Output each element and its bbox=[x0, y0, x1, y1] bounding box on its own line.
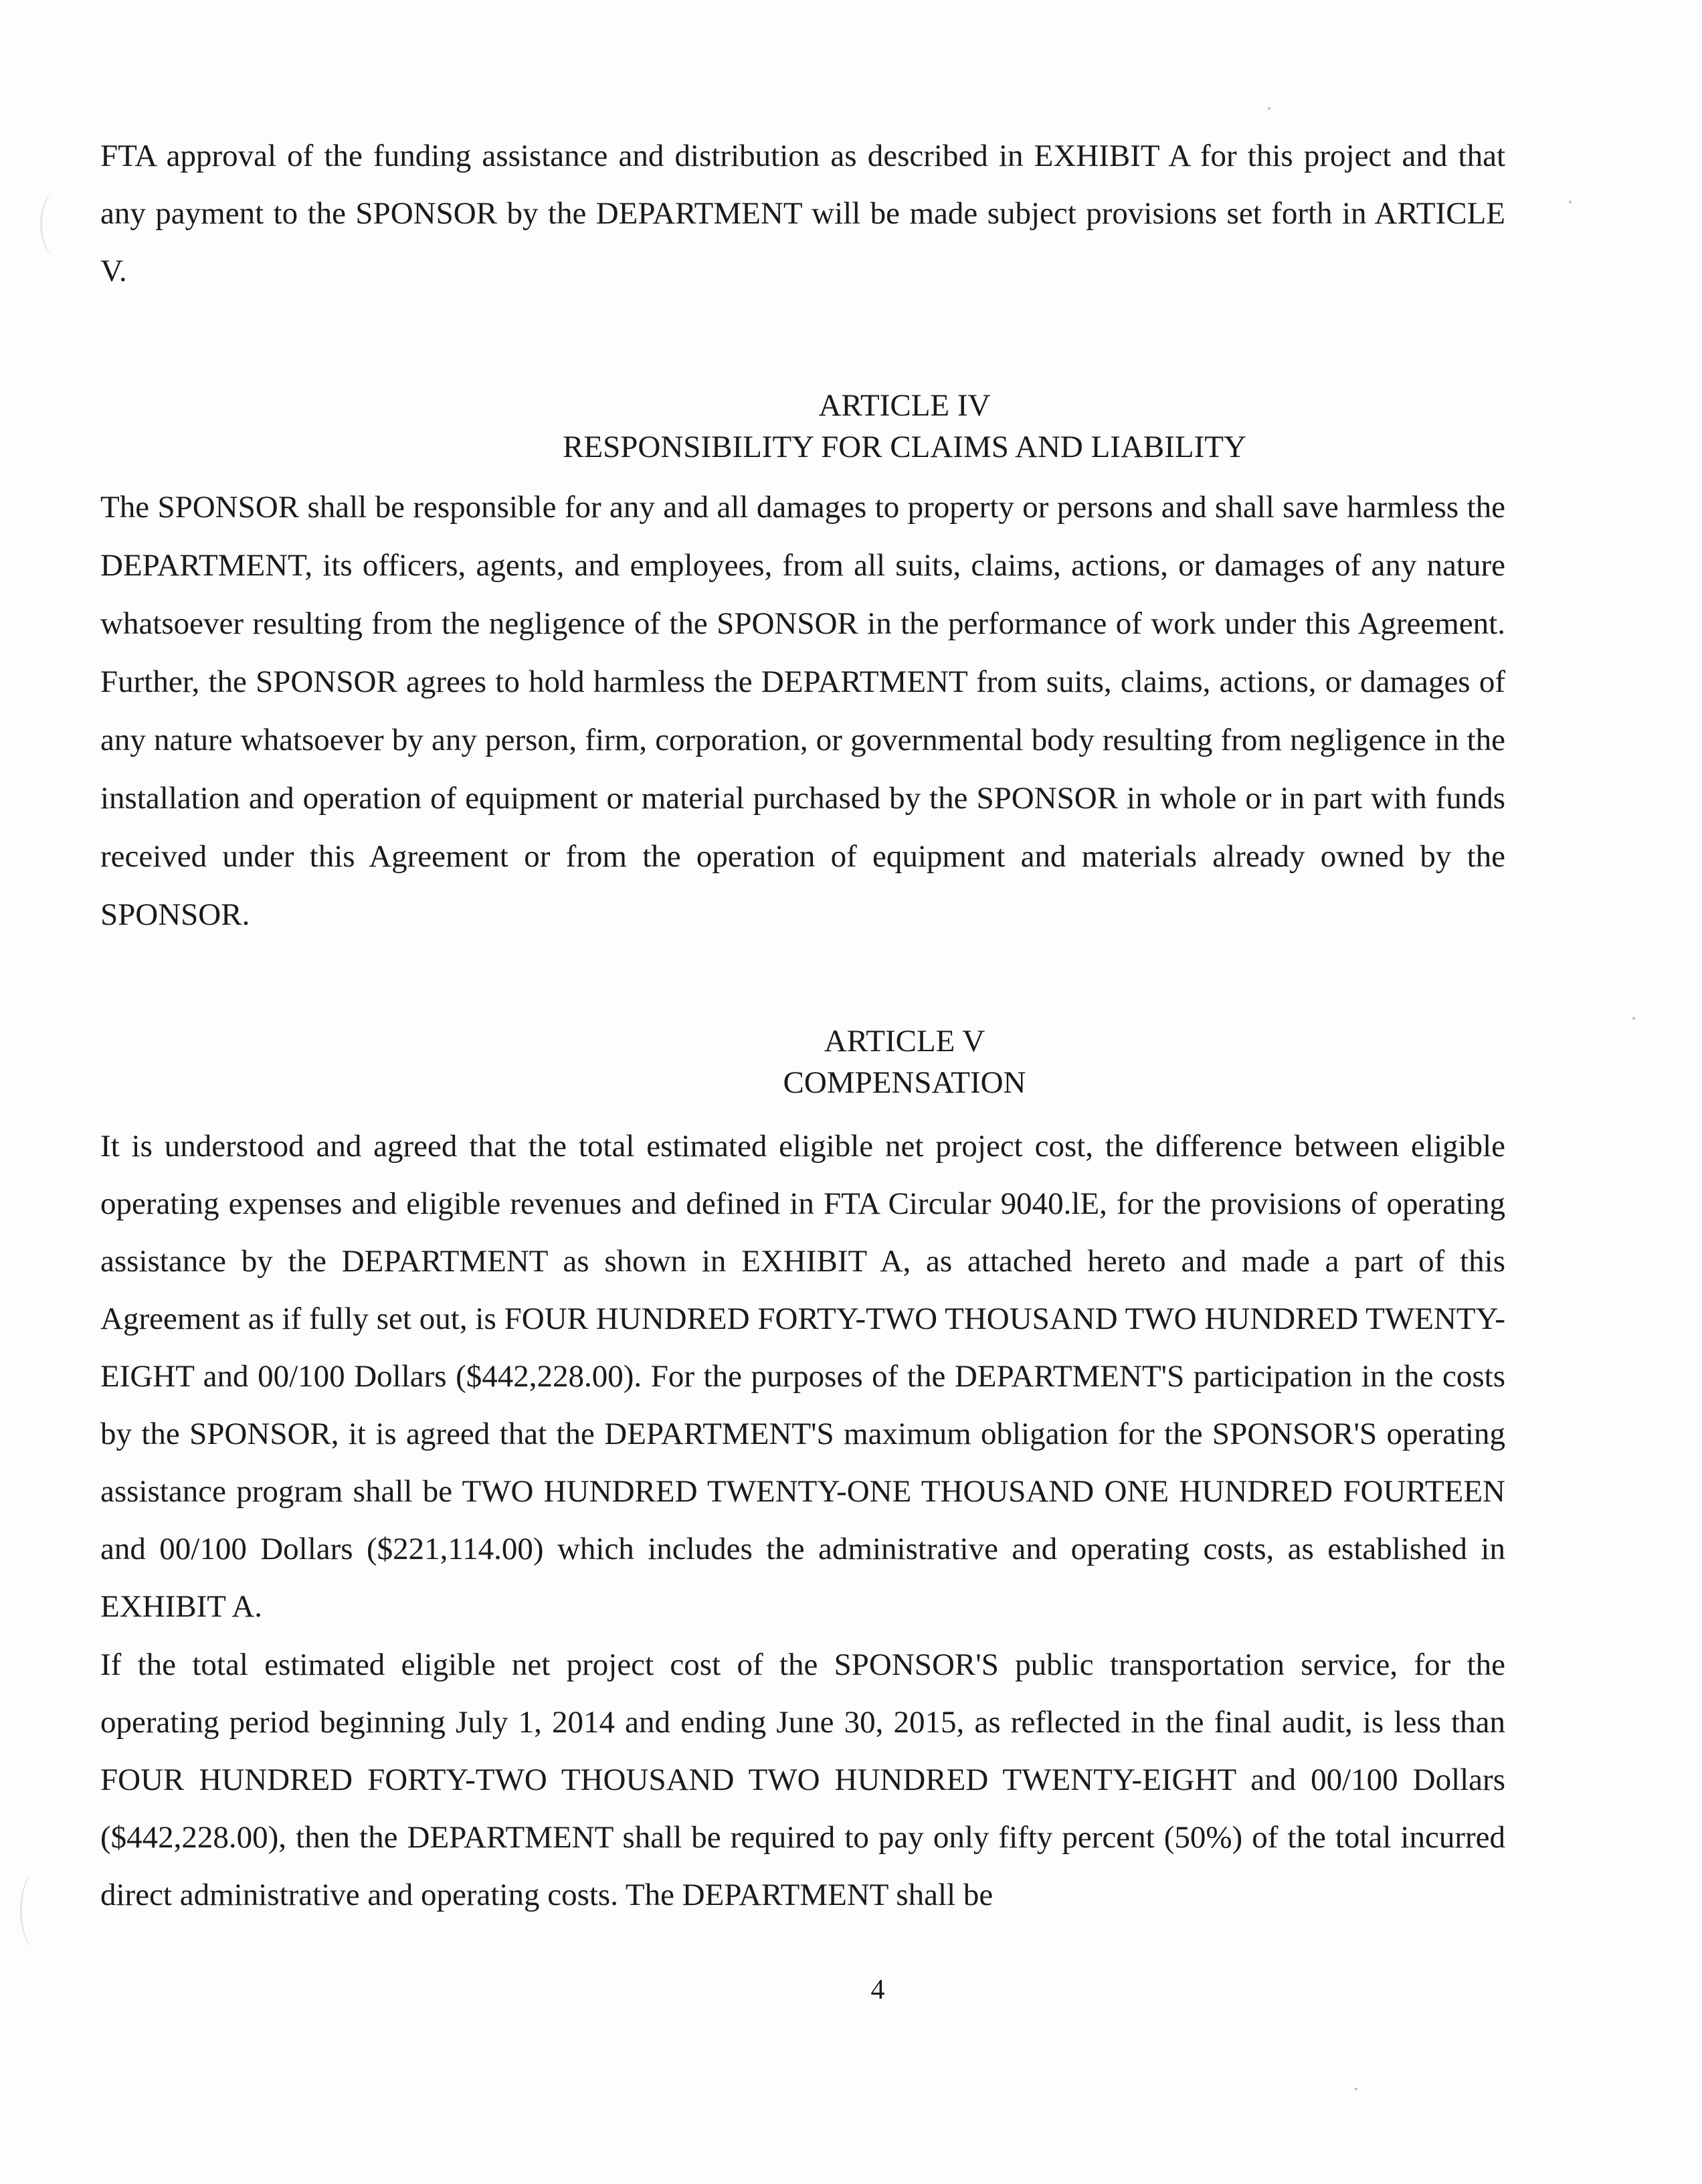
scan-artifact bbox=[40, 194, 69, 254]
article-iv-number: ARTICLE IV bbox=[818, 388, 991, 423]
article-v-number: ARTICLE V bbox=[824, 1024, 985, 1059]
article-iv-title: RESPONSIBILITY FOR CLAIMS AND LIABILITY bbox=[563, 430, 1246, 464]
article-v-body-1: It is understood and agreed that the total estimated eligible net project cost, the difference between eligible operating expenses and eligible revenues and defined in FTA Circular 9040.lE, for the provisions of operating assistance by the DEPARTMENT as shown in EXHIBIT A, as attached hereto and made a part of this Agreement as if fully set out, is FOUR HUNDRED FORTY-TWO THOUSAND TWO HUNDRED TWENTY-EIGHT and 00/100 Dollars ($442,228.00). For the purposes of the DEPARTMENT'S participation in the costs by the SPONSOR, it is agreed that the DEPARTMENT'S maximum obligation for the SPONSOR'S operating assistance program shall be TWO HUNDRED TWENTY-ONE THOUSAND ONE HUNDRED FOURTEEN and 00/100 Dollars ($221,114.00) which includes the administrative and operating costs, as established in EXHIBIT A. bbox=[100, 1129, 1505, 1624]
scan-speck bbox=[1569, 201, 1572, 203]
scan-speck bbox=[1355, 2088, 1357, 2090]
article-v-body-2: If the total estimated eligible net project cost of the SPONSOR'S public transportation service, for the operating period beginning July 1, 2014 and ending June 30, 2015, as reflected in the final audit, is less than FOUR HUNDRED FORTY-TWO THOUSAND TWO HUNDRED TWENTY-EIGHT and 00/100 Dollars ($442,228.00), then the DEPARTMENT shall be required to pay only fifty percent (50%) of the total incurred direct administrative and operating costs. The DEPARTMENT shall be bbox=[100, 1647, 1505, 1912]
article-iv-heading bbox=[0, 385, 1702, 468]
article-v-title: COMPENSATION bbox=[783, 1065, 1026, 1100]
page-number bbox=[0, 1974, 1702, 2006]
page-number-text: 4 bbox=[870, 1975, 885, 2005]
scan-speck bbox=[1268, 107, 1270, 110]
scan-speck bbox=[1632, 1017, 1635, 1020]
intro-paragraph: FTA approval of the funding assistance and distribution as described in EXHIBIT A for this project and that any payment to the SPONSOR by the DEPARTMENT will be made subject provisions set forth in ARTICLE V. bbox=[100, 139, 1505, 288]
scan-artifact bbox=[20, 1874, 49, 1947]
article-iv-body: The SPONSOR shall be responsible for any and all damages to property or persons and shall save harmless the DEPARTMENT, its officers, agents, and employees, from all suits, claims, actions, or damages of any nature whatsoever resulting from the negligence of the SPONSOR in the performance of work under this Agreement. Further, the SPONSOR agrees to hold harmless the DEPARTMENT from suits, claims, actions, or damages of any nature whatsoever by any person, firm, corporation, or governmental body resulting from negligence in the installation and operation of equipment or material purchased by the SPONSOR in whole or in part with funds received under this Agreement or from the operation of equipment and materials already owned by the SPONSOR. bbox=[100, 490, 1505, 932]
article-v-heading bbox=[0, 1020, 1702, 1103]
